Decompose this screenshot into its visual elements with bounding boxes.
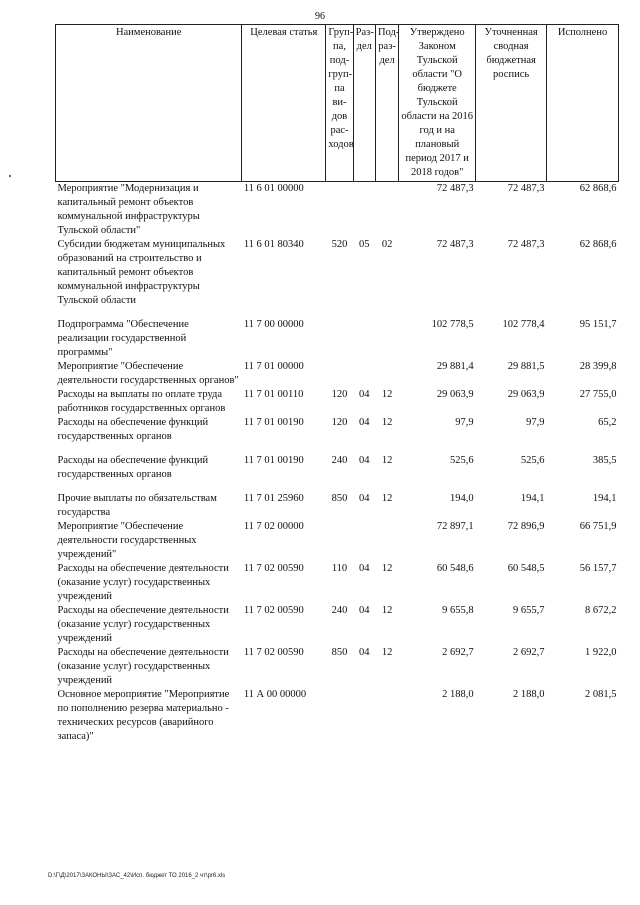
row-approved-amount: 102 778,5 [431,319,474,330]
row-target-article: 11 7 01 00190 [243,417,304,428]
row-executed-amount: 194,1 [592,493,617,504]
row-expense-group [326,688,353,744]
row-expense-group: 240 [331,455,348,466]
header-subsection: Под-раз-дел [375,25,398,182]
row-name: Мероприятие "Обеспечение деятельности государственных органов" [57,361,239,386]
row-expense-group: 240 [331,605,348,616]
table-body [56,182,619,745]
row-revised-amount: 72 487,3 [507,239,545,250]
table-row [56,318,619,360]
row-expense-group: 120 [331,389,348,400]
table-header [56,25,619,182]
row-approved-amount: 72 897,1 [436,521,474,532]
row-executed-amount: 1 922,0 [585,647,617,658]
table-row [56,238,619,308]
row-section: 05 [359,239,370,250]
row-target-article: 11 7 02 00590 [243,563,304,574]
row-target-article: 11 7 01 00110 [243,389,304,400]
row-subsection [375,318,398,360]
row-spacer [56,482,619,492]
row-subsection [375,520,398,562]
row-revised-amount: 194,1 [520,493,545,504]
row-target-article: 11 7 01 25960 [243,493,304,504]
row-subsection: 12 [381,389,393,400]
row-approved-amount: 525,6 [450,455,474,466]
row-expense-group [326,360,353,388]
row-revised-amount: 72 487,3 [507,183,545,194]
row-approved-amount: 72 487,3 [436,239,474,250]
page-number: 96 [315,11,325,22]
row-revised-amount: 72 896,9 [507,521,545,532]
table-row [56,492,619,520]
header-executed: Исполнено [547,25,619,182]
table-row [56,454,619,482]
row-executed-amount: 66 751,9 [579,521,617,532]
row-section [353,182,375,239]
row-expense-group [326,182,353,239]
row-approved-amount: 2 692,7 [442,647,474,658]
row-section: 04 [359,647,370,658]
row-target-article: 11 7 02 00590 [243,647,304,658]
row-name: Расходы на обеспечение деятельности (оказание услуг) государственных учреждений [57,563,229,602]
row-target-article: 11 6 01 80340 [243,239,304,250]
row-approved-amount: 60 548,6 [436,563,474,574]
table-row [56,604,619,646]
row-revised-amount: 29 063,9 [507,389,545,400]
row-revised-amount: 29 881,5 [507,361,545,372]
row-subsection: 02 [381,239,393,250]
row-revised-amount: 2 692,7 [513,647,545,658]
row-target-article: 11 7 02 00000 [243,521,304,532]
row-executed-amount: 95 151,7 [579,319,617,330]
row-target-article: 11 А 00 00000 [243,689,307,700]
row-target-article: 11 7 00 00000 [243,319,304,330]
row-executed-amount: 2 081,5 [585,689,617,700]
row-subsection [375,688,398,744]
row-name: Расходы на обеспечение функций государственных органов [57,455,209,480]
row-expense-group [326,520,353,562]
spacer-cell [56,482,619,492]
row-revised-amount: 97,9 [526,417,545,428]
header-approved: Утверждено Законом Тульской области "О бюджете Тульской области на 2016 год и на плановый период 2017 и 2018 годов" [399,25,476,182]
row-revised-amount: 9 655,7 [513,605,545,616]
row-target-article: 11 6 01 00000 [243,183,304,194]
row-revised-amount: 525,6 [520,455,545,466]
header-target-article: Целевая статья [242,25,326,182]
row-name: Мероприятие "Обеспечение деятельности государственных учреждений" [57,521,197,560]
row-name: Расходы на выплаты по оплате труда работников государственных органов [57,389,226,414]
row-expense-group [326,318,353,360]
row-section: 04 [359,493,370,504]
row-target-article: 11 7 01 00190 [243,455,304,466]
row-subsection: 12 [381,455,393,466]
row-spacer [56,444,619,454]
header-section: Раз-дел [353,25,375,182]
row-name: Расходы на обеспечение деятельности (оказание услуг) государственных учреждений [57,647,229,686]
table-row [56,416,619,444]
row-subsection [375,182,398,239]
row-expense-group: 850 [331,493,348,504]
budget-table [55,24,619,744]
header-expense-group: Груп-па, под-груп-па ви-дов рас-ходов [326,25,353,182]
table-row [56,360,619,388]
table-row [56,562,619,604]
row-approved-amount: 194,0 [450,493,474,504]
row-revised-amount: 60 548,5 [507,563,545,574]
row-spacer [56,308,619,318]
row-section: 04 [359,605,370,616]
row-executed-amount: 28 399,8 [579,361,617,372]
row-name: Прочие выплаты по обязательствам государства [57,493,217,518]
file-path-footer: D:\Г\Д\2017\ЗАКОНЫ\ЗАС_42\Исп. бюджет ТО 2016_2 чт\pr6.xls [48,873,226,879]
row-name: Расходы на обеспечение деятельности (оказание услуг) государственных учреждений [57,605,229,644]
row-executed-amount: 8 672,2 [585,605,617,616]
spacer-cell [56,444,619,454]
row-expense-group: 120 [331,417,348,428]
table-row [56,688,619,744]
row-section [353,520,375,562]
row-expense-group: 850 [331,647,348,658]
row-subsection: 12 [381,563,393,574]
row-executed-amount: 27 755,0 [579,389,617,400]
row-target-article: 11 7 01 00000 [243,361,304,372]
row-subsection: 12 [381,605,393,616]
row-section [353,360,375,388]
table-row [56,520,619,562]
row-target-article: 11 7 02 00590 [243,605,304,616]
row-executed-amount: 62 868,6 [579,183,617,194]
row-approved-amount: 97,9 [455,417,474,428]
row-subsection [375,360,398,388]
header-name: Наименование [56,25,242,182]
row-name: Субсидии бюджетам муниципальных образований на строительство и капитальный ремонт объектов коммунальной инфраструктуры Тульской области [57,239,226,306]
row-section [353,688,375,744]
row-approved-amount: 72 487,3 [436,183,474,194]
table-row [56,646,619,688]
row-subsection: 12 [381,647,393,658]
row-executed-amount: 62 868,6 [579,239,617,250]
row-approved-amount: 29 063,9 [436,389,474,400]
row-section: 04 [359,389,370,400]
row-revised-amount: 102 778,4 [502,319,545,330]
row-approved-amount: 29 881,4 [436,361,474,372]
row-executed-amount: 56 157,7 [579,563,617,574]
row-section: 04 [359,455,370,466]
row-name: Расходы на обеспечение функций государственных органов [57,417,209,442]
row-executed-amount: 65,2 [598,417,617,428]
row-name: Основное мероприятие "Мероприятие по пополнению резерва материально - технических ресурсов (аварийного запаса)" [57,689,230,742]
scan-speck [9,175,11,177]
row-expense-group: 110 [331,563,348,574]
table-row [56,182,619,239]
header-revised: Уточненная сводная бюджетная роспись [476,25,547,182]
row-approved-amount: 9 655,8 [442,605,474,616]
row-subsection: 12 [381,417,393,428]
row-name: Мероприятие "Модернизация и капитальный ремонт объектов коммунальной инфраструктуры Тульской области" [57,183,200,236]
spacer-cell [56,308,619,318]
row-revised-amount: 2 188,0 [513,689,545,700]
row-executed-amount: 385,5 [592,455,617,466]
row-approved-amount: 2 188,0 [442,689,474,700]
row-section [353,318,375,360]
row-subsection: 12 [381,493,393,504]
table-row [56,388,619,416]
row-name: Подпрограмма "Обеспечение реализации государственной программы" [57,319,189,358]
row-expense-group: 520 [331,239,348,250]
row-section: 04 [359,563,370,574]
row-section: 04 [359,417,370,428]
